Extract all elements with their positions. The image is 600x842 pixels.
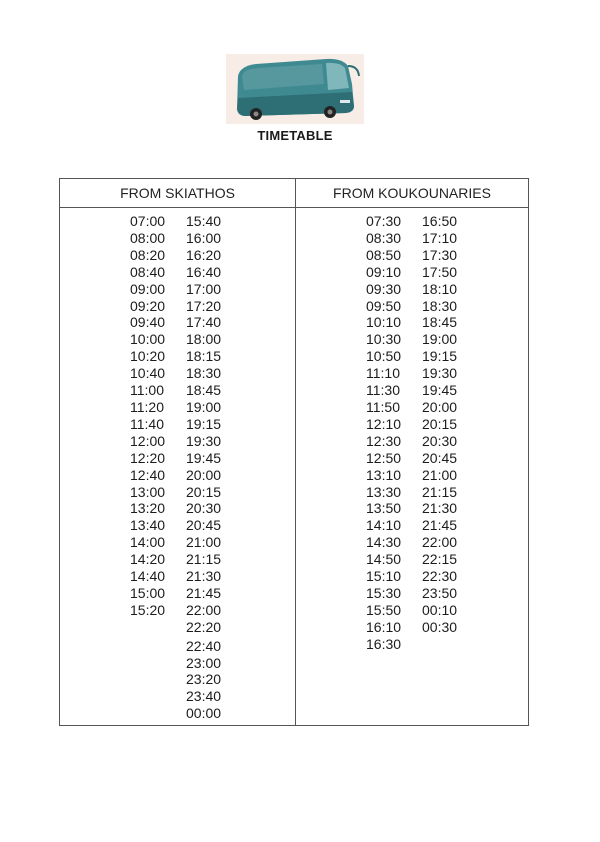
time-entry: 14:50 (366, 551, 402, 568)
time-entry: 22:20 (186, 618, 222, 635)
time-entry: 23:20 (186, 671, 222, 688)
time-entry: 08:50 (366, 246, 402, 263)
time-entry: 13:40 (130, 517, 166, 534)
time-entry: 11:20 (130, 398, 164, 415)
from-skiathos-column (60, 179, 296, 725)
time-entry: 13:50 (366, 500, 402, 517)
time-entry: 14:30 (366, 534, 402, 551)
time-entry: 20:45 (186, 517, 222, 534)
time-entry: 13:20 (130, 500, 166, 517)
time-entry: 15:30 (366, 584, 402, 601)
time-entry: 21:30 (422, 500, 458, 517)
time-entry: 11:50 (366, 398, 400, 415)
time-entry: 15:40 (186, 213, 222, 229)
time-entry: 13:30 (366, 483, 402, 500)
time-entry: 16:30 (366, 635, 402, 652)
time-entry: 12:30 (366, 432, 402, 449)
time-entry: 10:10 (366, 314, 402, 331)
time-entry: 21:15 (422, 483, 458, 500)
time-entry: 23:00 (186, 654, 222, 671)
time-entry: 11:10 (366, 365, 400, 382)
time-entry: 10:50 (366, 348, 402, 365)
time-entry: 10:00 (130, 331, 166, 348)
time-entry: 17:00 (186, 280, 222, 297)
time-entry: 21:00 (422, 466, 458, 483)
time-entry: 19:45 (422, 382, 458, 399)
time-entry: 17:40 (186, 314, 222, 331)
time-entry: 17:20 (186, 297, 222, 314)
time-entry: 10:20 (130, 348, 166, 365)
time-entry: 20:00 (186, 466, 222, 483)
time-entry: 18:00 (186, 331, 222, 348)
time-entry: 13:10 (366, 466, 402, 483)
time-entry: 09:20 (130, 297, 166, 314)
bus-photo (226, 54, 364, 124)
time-entry: 18:30 (186, 365, 222, 382)
time-entry: 18:15 (186, 348, 222, 365)
time-entry: 12:00 (130, 432, 166, 449)
from-koukounaries-column (296, 179, 528, 725)
time-entry: 21:30 (186, 568, 222, 585)
departure-times-col2 (422, 213, 457, 636)
time-entry: 21:45 (186, 584, 222, 601)
time-entry: 14:00 (130, 534, 166, 551)
time-entry: 07:00 (130, 213, 166, 229)
time-entry: 17:50 (422, 263, 458, 280)
time-entry: 20:15 (186, 483, 222, 500)
time-entry: 15:10 (366, 568, 402, 585)
time-entry: 20:45 (422, 449, 458, 466)
time-entry: 08:40 (130, 263, 166, 280)
time-entry: 09:00 (130, 280, 166, 297)
time-entry: 20:30 (186, 500, 222, 517)
time-entry: 08:00 (130, 229, 166, 246)
time-entry: 19:45 (186, 449, 222, 466)
page-title: TIMETABLE (257, 128, 333, 143)
time-entry: 22:15 (422, 551, 458, 568)
time-entry: 11:30 (366, 382, 400, 399)
time-entry: 10:30 (366, 331, 402, 348)
time-entry: 16:20 (186, 246, 222, 263)
time-entry: 14:10 (366, 517, 402, 534)
time-entry: 16:00 (186, 229, 222, 246)
time-entry: 16:10 (366, 618, 402, 635)
time-entry: 18:10 (422, 280, 458, 297)
time-entry: 10:40 (130, 365, 166, 382)
time-entry: 14:20 (130, 551, 166, 568)
time-entry: 11:00 (130, 382, 164, 399)
time-entry: 12:20 (130, 449, 166, 466)
time-entry: 20:30 (422, 432, 458, 449)
time-entry: 22:30 (422, 568, 458, 585)
time-entry: 19:00 (186, 398, 222, 415)
time-entry: 00:30 (422, 618, 458, 635)
time-entry: 19:15 (186, 415, 222, 432)
time-entry: 19:30 (186, 432, 222, 449)
time-entry: 17:10 (422, 229, 458, 246)
time-entry: 21:45 (422, 517, 458, 534)
time-entry: 19:00 (422, 331, 458, 348)
time-entry: 19:15 (422, 348, 458, 365)
time-entry: 12:50 (366, 449, 402, 466)
time-entry: 12:10 (366, 415, 402, 432)
time-entry: 19:30 (422, 365, 458, 382)
departure-times-col1 (130, 213, 165, 619)
timetable (59, 178, 529, 726)
time-entry: 22:00 (186, 601, 222, 618)
time-entry: 16:50 (422, 213, 458, 229)
time-entry: 15:20 (130, 601, 166, 618)
time-entry: 08:20 (130, 246, 166, 263)
time-entry: 15:50 (366, 601, 402, 618)
departure-times-col1 (366, 213, 401, 653)
time-entry: 15:00 (130, 584, 166, 601)
time-entry: 17:30 (422, 246, 458, 263)
time-entry: 00:10 (422, 601, 458, 618)
time-entry: 18:30 (422, 297, 458, 314)
time-entry: 08:30 (366, 229, 402, 246)
time-entry: 23:40 (186, 688, 222, 705)
time-entry: 09:50 (366, 297, 402, 314)
time-entry: 07:30 (366, 213, 402, 229)
time-entry: 18:45 (186, 382, 222, 399)
column-heading: FROM SKIATHOS (60, 179, 295, 208)
time-entry: 18:45 (422, 314, 458, 331)
time-entry: 09:10 (366, 263, 402, 280)
time-entry: 09:30 (366, 280, 402, 297)
departure-times-col2 (186, 213, 221, 722)
time-entry: 21:15 (186, 551, 222, 568)
time-entry: 00:00 (186, 705, 222, 722)
time-entry: 20:15 (422, 415, 458, 432)
time-entry: 14:40 (130, 568, 166, 585)
time-entry: 22:40 (186, 637, 222, 654)
time-entry: 13:00 (130, 483, 166, 500)
time-entry: 11:40 (130, 415, 164, 432)
time-entry: 23:50 (422, 584, 458, 601)
column-heading: FROM KOUKOUNARIES (296, 179, 528, 208)
time-entry: 22:00 (422, 534, 458, 551)
time-entry: 20:00 (422, 398, 458, 415)
time-entry: 12:40 (130, 466, 166, 483)
time-entry: 16:40 (186, 263, 222, 280)
time-entry: 21:00 (186, 534, 222, 551)
time-entry: 09:40 (130, 314, 166, 331)
